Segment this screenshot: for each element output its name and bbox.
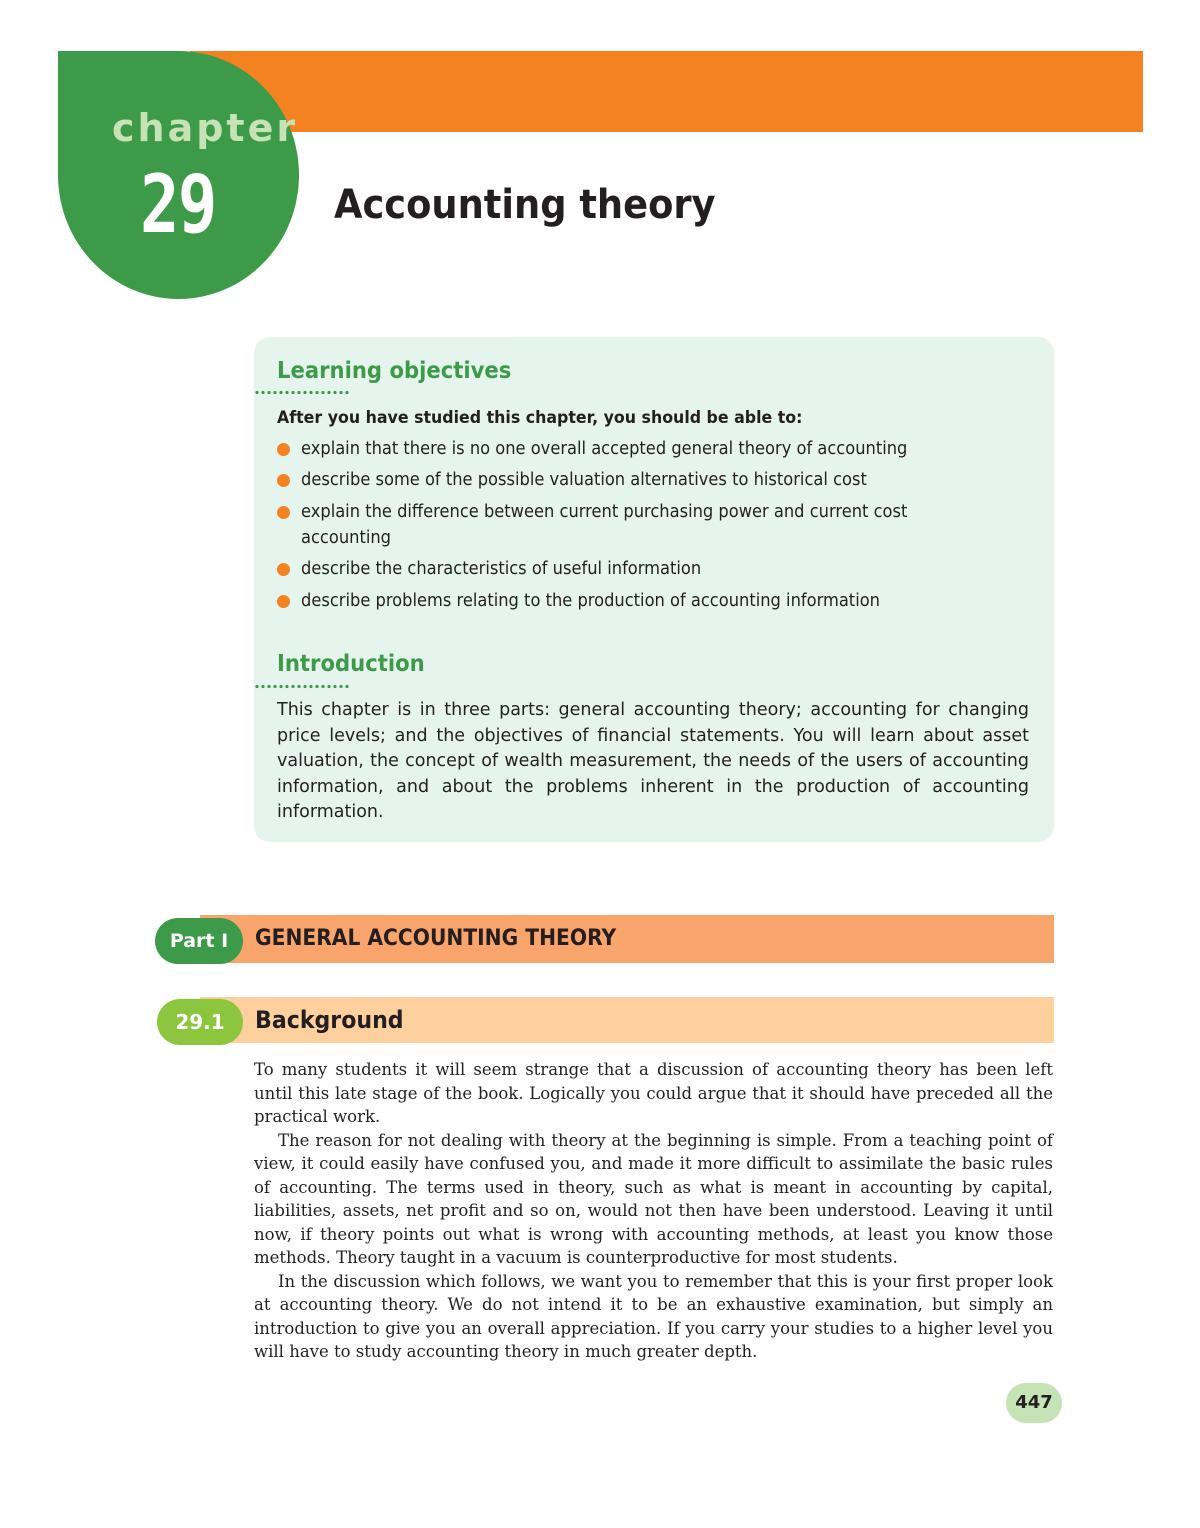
header-orange-bar: [190, 51, 1143, 132]
learning-objectives-lead: After you have studied this chapter, you should be able to:: [277, 408, 803, 428]
introduction-text: This chapter is in three parts: general accounting theory; accounting for changing price levels; and the objectives of financial statements. You will learn about asset valuation, the concept of wealth measurement, the needs of the users of accounting information, and about the problems inherent in the production of accounting information.: [277, 700, 1029, 822]
bullet-icon: [277, 443, 290, 456]
body-paragraph: The reason for not dealing with theory at the beginning is simple. From a teaching point of view, it could easily have confused you, and made it more difficult to assimilate the basic rules of accounting. The terms used in theory, such as what is meant in accounting by capital, liabilities, assets, net profit and so on, would not then have been understood. Leaving it until now, if theory points out what is wrong with accounting methods, at least you know those methods. Theory taught in a vacuum is counterproductive for most students.: [254, 1130, 1053, 1267]
bullet-icon: [277, 506, 290, 519]
heading-dotted-underline: [254, 390, 349, 395]
bullet-icon: [277, 595, 290, 608]
introduction-heading: Introduction: [277, 651, 425, 677]
objective-item: describe some of the possible valuation alternatives to historical cost: [277, 467, 1017, 493]
objective-item: explain that there is no one overall accepted general theory of accounting: [277, 436, 1017, 462]
bullet-icon: [277, 563, 290, 576]
body-paragraph: In the discussion which follows, we want you to remember that this is your first proper look at accounting theory. We do not intend it to be an exhaustive examination, but simply an introduction to give you an overall appreciation. If you carry your studies to a higher level you will have to study accounting theory in much greater depth.: [254, 1271, 1053, 1361]
part-title: GENERAL ACCOUNTING THEORY: [255, 926, 617, 951]
chapter-label: chapter: [112, 106, 299, 150]
heading-dotted-underline: [254, 684, 349, 689]
bullet-icon: [277, 474, 290, 487]
objective-item: describe the characteristics of useful information: [277, 556, 1017, 582]
section-number: 29.1: [157, 999, 243, 1045]
part-label: Part I: [155, 918, 243, 964]
section-title: Background: [255, 1006, 404, 1034]
chapter-number: 29: [140, 158, 216, 251]
body-paragraph: To many students it will seem strange that a discussion of accounting theory has been left until this late stage of the book. Logically you could argue that it should have preceded all the practical work.: [254, 1060, 1053, 1126]
chapter-title: Accounting theory: [334, 182, 716, 228]
page-number: 447: [1006, 1383, 1062, 1423]
section-body: [254, 1058, 1053, 1364]
objective-item: explain the difference between current purchasing power and current cost accounting: [277, 499, 1017, 551]
learning-objectives-heading: Learning objectives: [277, 358, 512, 384]
objective-item: describe problems relating to the production of accounting information: [277, 588, 1017, 614]
